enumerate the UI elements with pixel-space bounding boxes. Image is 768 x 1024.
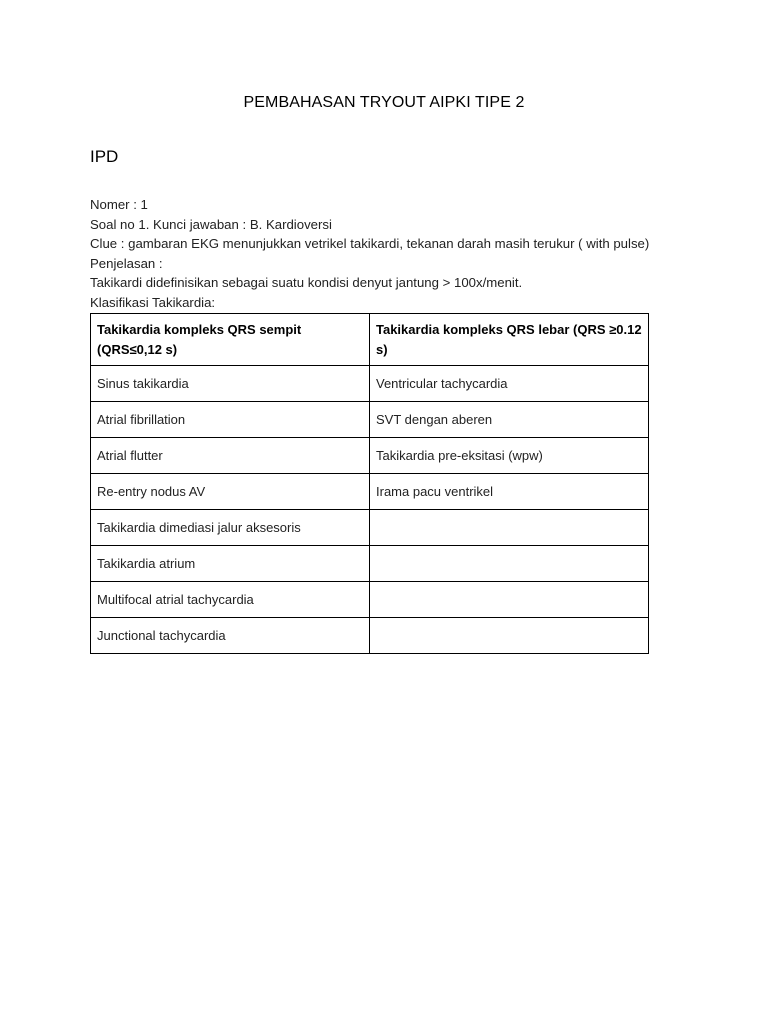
table-cell	[370, 618, 649, 654]
header-narrow-qrs: Takikardia kompleks QRS sempit (QRS≤0,12 s)	[91, 314, 370, 366]
document-title: PEMBAHASAN TRYOUT AIPKI TIPE 2	[243, 94, 525, 111]
explanation-label: Penjelasan :	[90, 255, 163, 271]
definition-text: Takikardi didefinisikan sebagai suatu kondisi denyut jantung > 100x/menit.	[90, 275, 523, 290]
table-cell: Atrial flutter	[91, 438, 370, 474]
classification-table	[90, 313, 649, 654]
table-cell: SVT dengan aberen	[370, 402, 649, 438]
table-row	[91, 474, 649, 510]
table-row	[91, 546, 649, 582]
table-cell: Takikardia atrium	[91, 546, 370, 582]
table-cell: Irama pacu ventrikel	[370, 474, 649, 510]
table-cell: Ventricular tachycardia	[370, 366, 649, 402]
header-wide-qrs: Takikardia kompleks QRS lebar (QRS ≥0.12 s)	[370, 314, 649, 366]
table-cell: Sinus takikardia	[91, 366, 370, 402]
section-heading: IPD	[90, 147, 119, 166]
question-number: Nomer : 1	[90, 197, 148, 212]
table-cell: Junctional tachycardia	[91, 618, 370, 654]
table-row	[91, 402, 649, 438]
table-cell: Takikardia dimediasi jalur aksesoris	[91, 510, 370, 546]
table-row	[91, 366, 649, 402]
table-row	[91, 438, 649, 474]
answer-key: Soal no 1. Kunci jawaban : B. Kardioversi	[90, 216, 332, 232]
table-cell	[370, 546, 649, 582]
clue-text: Clue : gambaran EKG menunjukkan vetrikel takikardi, tekanan darah masih terukur ( with pulse)	[90, 236, 650, 251]
table-cell	[370, 582, 649, 618]
table-row	[91, 618, 649, 654]
table-row	[91, 582, 649, 618]
body-text	[90, 195, 649, 312]
table-row	[91, 510, 649, 546]
table-cell: Multifocal atrial tachycardia	[91, 582, 370, 618]
table-cell: Takikardia pre-eksitasi (wpw)	[370, 438, 649, 474]
table-cell: Atrial fibrillation	[91, 402, 370, 438]
table-cell: Re-entry nodus AV	[91, 474, 370, 510]
classification-label: Klasifikasi Takikardia:	[90, 294, 216, 310]
table-cell	[370, 510, 649, 546]
table-header-row	[91, 314, 649, 366]
